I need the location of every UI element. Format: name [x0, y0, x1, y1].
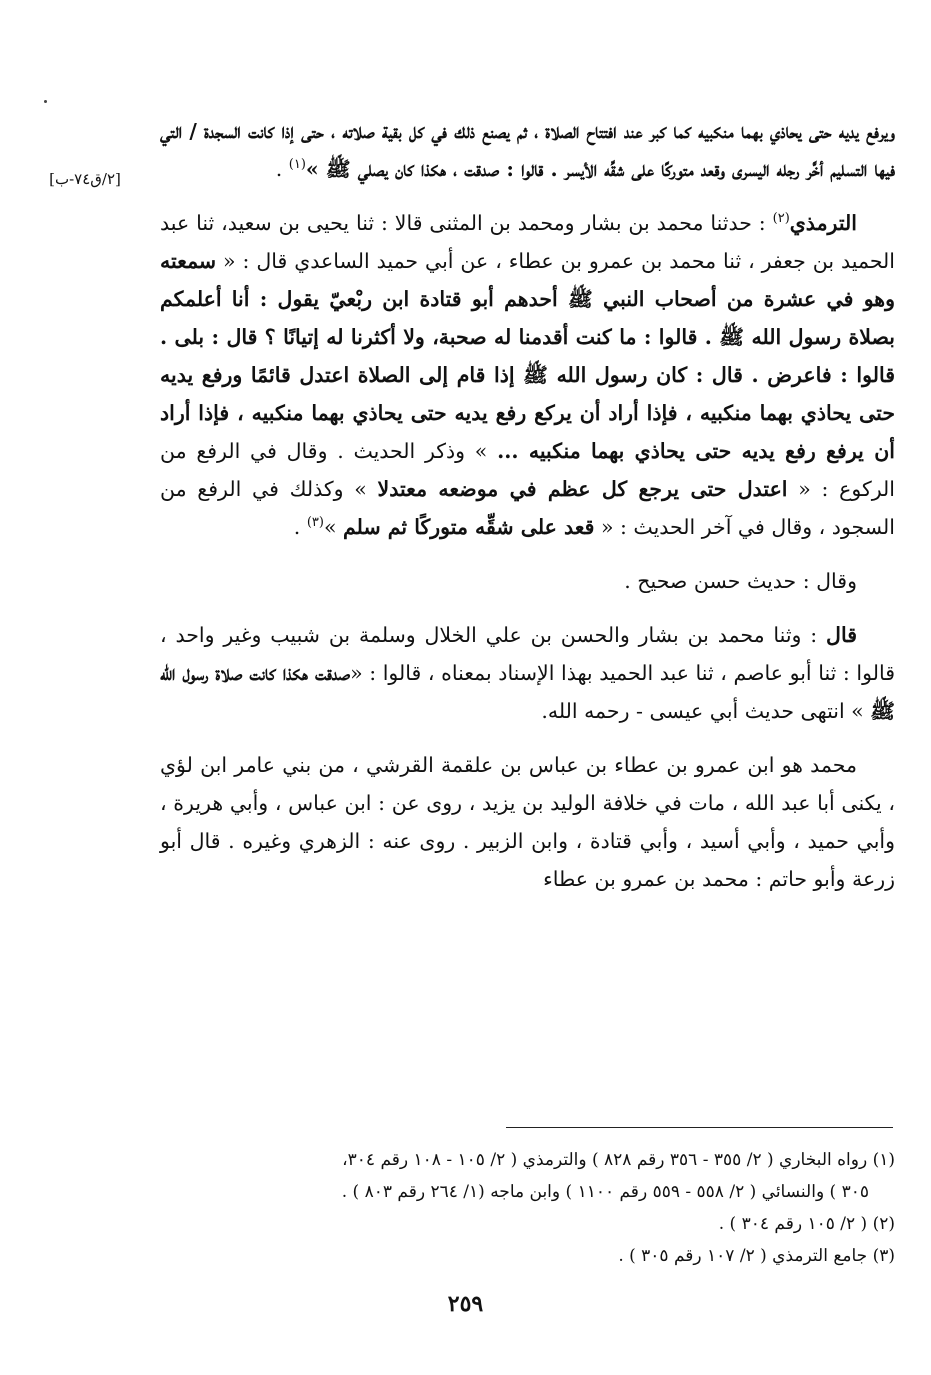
- paragraph-2: [160, 204, 895, 546]
- text-run: .: [275, 157, 289, 181]
- paragraph-1: [160, 112, 895, 188]
- text-run: » انتهى حديث أبي عيسى - رحمه الله.: [541, 699, 871, 723]
- paragraph-5: [160, 746, 895, 898]
- footnote-1-line-1: (١) رواه البخاري ( ٢/ ٣٥٥ - ٣٥٦ رقم ٨٢٨ ) والترمذي ( ٢/ ١٠٥ - ١٠٨ رقم ٣٠٤،: [342, 1150, 895, 1170]
- text-run: : وثنا محمد بن بشار والحسن بن علي الخلال وسلمة بن شبيب وغير واحد ، قالوا : ثنا أبو عاصم ، ثنا عبد الحميد بهذا الإسناد بمعناه ، قالوا : «: [160, 623, 895, 685]
- bold-text-run: قعد على شقِّه متوركًا ثم سلم: [343, 515, 595, 539]
- text-run: » وذكر الحديث . وقال في الرفع من الركوع : «: [160, 439, 895, 501]
- paragraph-4: [160, 616, 895, 730]
- main-text: [160, 112, 895, 914]
- bold-text-run: سمعته وهو في عشرة من أصحاب النبي ﷺ أحدهم أبو قتادة ابن ربْعيّ يقول : أنا أعلمكم بصلاة رسول الله ﷺ . قالوا : ما كنت أقدمنا له صحبة، ولا أكثرنا له إتيانًا ؟ قال : بلى . قالوا : فاعرض . قال : كان رسول الله ﷺ إذا قام إلى الصلاة اعتدل قائمًا ورفع يديه حتى يحاذي بهما منكبيه ، فإذا أراد أن يركع رفع يديه حتى يحاذي بهما منكبيه ، فإذا أراد أن يرفع رفع يديه حتى يحاذي بهما منكبيه ...: [160, 249, 895, 463]
- footnote-marker: (١): [288, 157, 306, 173]
- footnote-separator: [506, 1127, 893, 1128]
- footnote-marker: (٣): [306, 515, 324, 531]
- manuscript-folio-ref: [٢/ق٧٤-ب]: [49, 170, 121, 188]
- page-number: ٢٥٩: [447, 1291, 484, 1317]
- text-run: »: [323, 515, 344, 539]
- text-run: محمد هو ابن عمرو بن عطاء بن عباس بن علقمة القرشي ، من بني عامر ابن لؤي ، يكنى أبا عبد الله ، مات في خلافة الوليد بن يزيد ، روى عن : ابن عباس ، وأبي هريرة ، وأبي حميد ، وأبي أسيد ، وأبي قتادة ، وابن الزبير . روى عنه : الزهري وغيره . قال أبو زرعة وأبو حاتم : محمد بن عمرو بن عطاء: [160, 753, 895, 891]
- footnote-2: (٢) ( ٢/ ١٠٥ رقم ٣٠٤ ) .: [718, 1214, 895, 1234]
- footnotes: [160, 1144, 895, 1272]
- paragraph-3: [160, 562, 895, 600]
- ink-speck: [44, 100, 47, 103]
- text-run: وقال : حديث حسن صحيح .: [624, 569, 857, 593]
- text-run: : حدثنا محمد بن بشار ومحمد بن المثنى قالا : ثنا يحيى بن سعيد، ثنا عبد الحميد بن جعفر ، ثنا محمد بن عمرو بن عطاء ، عن أبي حميد الساعدي قال : «: [160, 211, 895, 273]
- bold-text-run: اعتدل حتى يرجع كل عظم في موضعه معتدلا: [377, 477, 788, 501]
- footnote-marker: (٢): [772, 211, 790, 227]
- text-run: .: [293, 515, 307, 539]
- text-run: » وكذلك في الرفع من السجود ، وقال في آخر الحديث : «: [160, 477, 895, 539]
- footnote-1-line-2: ٣٠٥ ) والنسائي ( ٢/ ٥٥٨ - ٥٥٩ رقم ١١٠٠ ) وابن ماجه (١/ ٢٦٤ رقم ٨٠٣ ) .: [341, 1182, 869, 1202]
- bold-text-run: ويرفع يديه حتى يحاذي بهما منكبيه كما كبر عند افتتاح الصلاة ، ثم يصنع ذلك في كل بقية صلاته ، حتى إذا كانت السجدة / التي فيها التسليم أخَّر رجله اليسرى وقعد متوركًا على شقِّه الأيسر . قالوا : صدقت ، هكذا كان يصلي ﷺ »: [160, 119, 895, 181]
- bold-text-run: قال: [826, 623, 857, 647]
- bold-text-run: الترمذي: [789, 211, 857, 235]
- bold-text-run: صدقت هكذا كانت صلاة رسول الله ﷺ: [160, 661, 895, 723]
- footnote-3: (٣) جامع الترمذي ( ٢/ ١٠٧ رقم ٣٠٥ ) .: [618, 1246, 895, 1266]
